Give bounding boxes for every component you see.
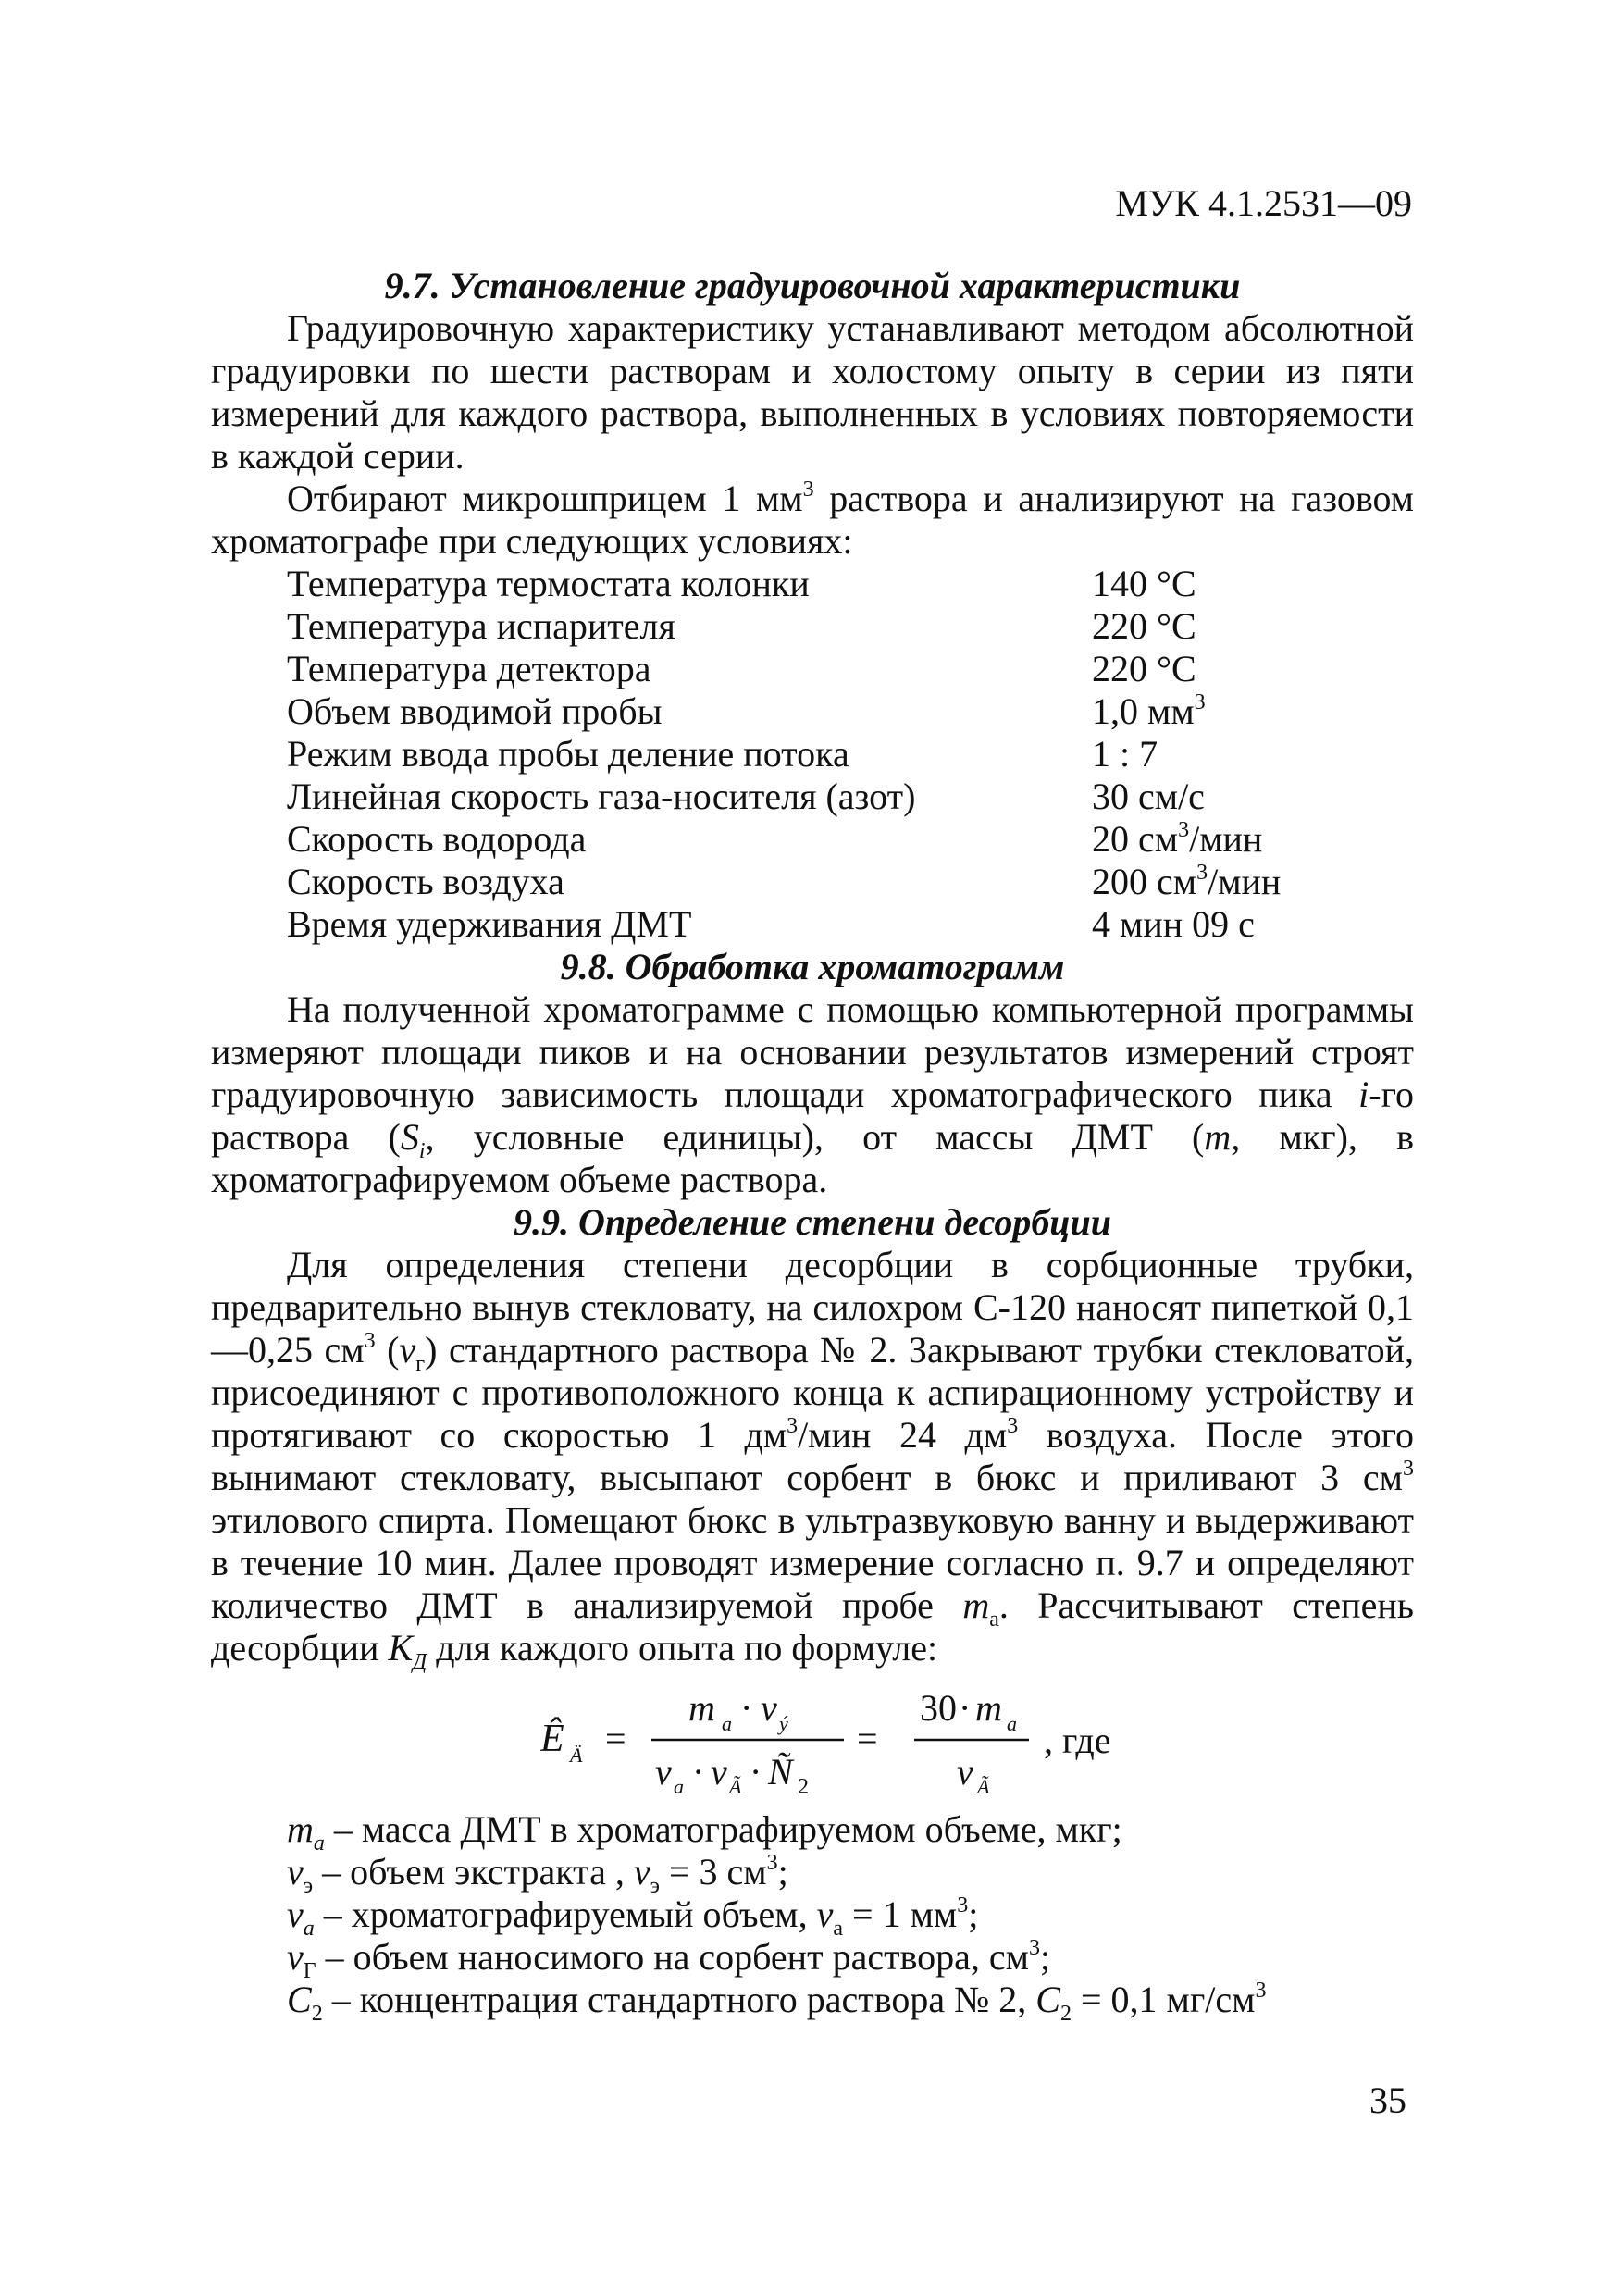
condition-row [287,690,1414,733]
formula-den1-v: v [655,1751,672,1793]
condition-value: 140 °С [1092,563,1196,604]
p2-text-a: Отбирают микрошприцем 1 мм [287,478,803,519]
formula-num2-m: m [975,1687,1002,1729]
condition-value: 220 °С [1092,648,1196,689]
condition-row [287,776,1414,818]
formula-den1-dot2: · [750,1751,762,1793]
condition-name: Режим ввода пробы деление потока [287,733,849,775]
condition-name: Линейная скорость газа-носителя (азот) [287,776,916,817]
section-9-8-paragraph: На полученной хроматограмме с помощью компьютерной программы измеряют площади пиков и на основании результатов измерений строят градуировочную зависимость площади хроматографического пика i-го раствора ($S_i$, условные единицы), от массы ДМТ (m, мкг), в хроматографируемом объеме раствора. [211,988,1414,1200]
definition-line: $С_2$ – концентрация стандартного раствора № 2, $С_2 = 0,1$ $мг/см^3$ [287,1978,1267,2026]
desorption-formula [211,1669,1414,1808]
formula-den1-v2sub: Ã [729,1775,742,1798]
condition-name: Скорость воздуха [287,861,564,902]
formula-eq-1: = [605,1718,626,1759]
condition-name: Температура испарителя [287,605,675,647]
formula-num2-dot: · [959,1687,972,1729]
definition-line: $v_э$ – объем экстракта , $v_э = 3$ $см^3$; [287,1850,788,1898]
condition-row [287,861,1414,903]
formula-num2-a: a [1007,1712,1017,1735]
condition-row [287,733,1414,776]
condition-row [287,818,1414,861]
condition-row [287,903,1414,946]
formula-den2-sub: Ã [977,1775,990,1798]
variable-definitions [211,1808,1414,2026]
condition-row [287,648,1414,690]
formula-den1-v2: v [711,1751,727,1793]
definition-line: $v_Г$ – объем наносимого на сорбент раствора, $см^3$; [287,1935,1051,1983]
formula-num1-v: v [761,1687,777,1729]
formula-num2-30: 30 [920,1687,957,1729]
section-9-8-heading: 9.8. Обработка хроматограмм [560,946,1065,987]
condition-value: 220 °С [1092,605,1196,647]
definition-line: $m_a$ – масса ДМТ в хроматографируемом объеме, мкг; [287,1808,1122,1855]
formula-num1-m: m [688,1687,715,1729]
formula-den1-vsub: a [674,1775,684,1798]
p2-text-b: раствора и анализируют на газовом хроматографе при следующих условиях: [211,478,1414,562]
formula-num1-a: a [722,1712,732,1735]
formula-tail: , где [1044,1719,1111,1761]
formula-den1-dot1: · [692,1751,705,1793]
condition-value: 20 $см^3$/мин [1092,817,1263,860]
condition-value: 200 $см^3$/мин [1092,860,1282,902]
formula-lhs-sub: Ä [570,1744,583,1767]
formula-den2-v: ν [957,1751,973,1793]
definition-line: $v_a$ – хроматографируемый объем, $v_а = 1$ $мм^3$; [287,1893,979,1941]
section-9-9-heading: 9.9. Определение степени десорбции [513,1201,1112,1243]
formula-den1-Nsub: 2 [798,1775,809,1799]
formula-den1-N: Ñ [768,1751,793,1793]
section-9-7-paragraph-2 [211,478,1414,563]
formula-eq-2: = [857,1718,878,1759]
condition-name: Температура детектора [287,648,651,689]
page-content [211,265,1415,2026]
condition-value: 30 см/с [1092,776,1205,817]
condition-name: Объем вводимой пробы [287,690,663,732]
section-9-7-heading: 9.7. Установление градуировочной характеристики [384,265,1241,306]
conditions-list [211,563,1414,946]
document-code: МУК 4.1.2531—09 [1115,182,1412,224]
condition-value: 4 мин 09 с [1092,903,1255,945]
condition-row [287,605,1414,648]
formula-num1-vsub: ý [779,1712,788,1735]
condition-name: Температура термостата колонки [287,563,810,604]
condition-name: Скорость водорода [287,818,587,860]
section-9-7-paragraph-1: Градуировочную характеристику устанавливают методом абсолютной градуировки по шести растворам и холостому опыту в серии из пяти измерений для каждого раствора, выполненных в условиях повторяемости в каждой серии. [211,307,1414,477]
p2-sup: 3 [802,477,814,502]
formula-lhs: Ê [540,1718,564,1760]
condition-name: Время удерживания ДМТ [287,903,692,945]
formula-svg [540,1669,1281,1808]
formula-num1-dot: · [740,1687,753,1729]
page-number: 35 [1369,2079,1406,2121]
condition-value: 1,0 $мм^3$ [1092,689,1206,732]
condition-row [287,563,1414,605]
section-9-9-paragraph: Для определения степени десорбции в сорбционные трубки, предварительно вынув стекловату, на силохром С-120 наносят пипеткой 0,1—0,25 $см^3$ $(v_г)$ стандартного раствора № 2. Закрывают трубки стекловатой, присоединяют с противоположного конца к аспирационному устройству и протягивают со скоростью 1 $дм^3$/мин 24 $дм^3$ воздуха. После этого вынимают стекловату, высыпают сорбент в бюкс и приливают 3 $см^3$ этилового спирта. Помещают бюкс в ультразвуковую ванну и выдерживают в течение 10 мин. Далее проводят измерение согласно п. 9.7 и определяют количество ДМТ в анализируемой пробе $m_а$. Рассчитывают степень десорбции $К_Д$ для каждого опыта по формуле: [211,1244,1415,1674]
condition-value: 1 : 7 [1092,733,1158,775]
